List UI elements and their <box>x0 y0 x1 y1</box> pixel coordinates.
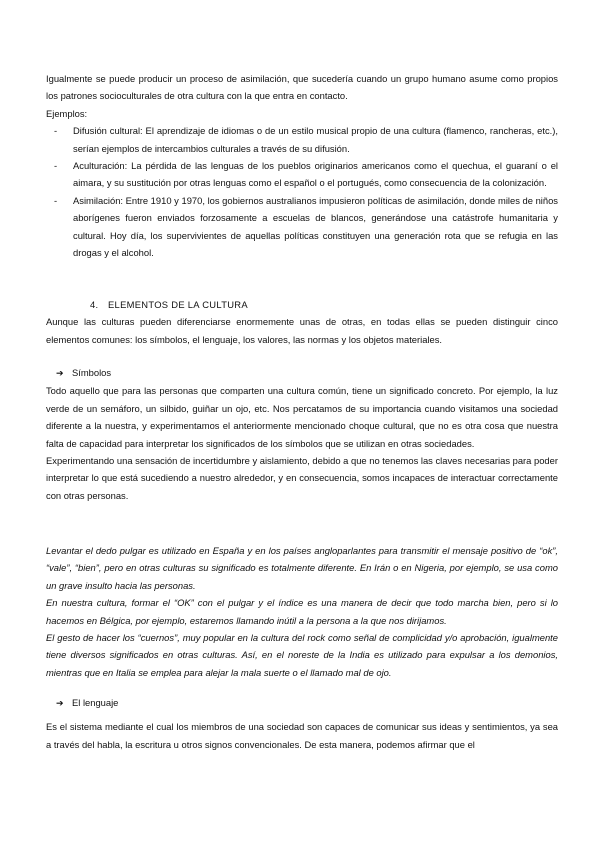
section-paragraph: Aunque las culturas pueden diferenciarse enormemente unas de otras, en todas ellas se pueden distinguir cinco elementos comunes: los símbolos, el lenguaje, los valores, las normas y los objetos materiales. <box>46 316 558 345</box>
simbolos-title: Símbolos <box>72 367 112 378</box>
section-title: ELEMENTOS DE LA CULTURA <box>108 299 248 310</box>
lenguaje-title: El lenguaje <box>72 697 119 708</box>
examples-italic <box>46 542 558 681</box>
italic-example-ok: En nuestra cultura, formar el “OK” con el pulgar y el índice es una manera de decir que todo marcha bien, pero si lo hacemos en Bélgica, por ejemplo, estaremos llamando inútil a la persona a la que nos dirijamos. <box>46 597 558 626</box>
lenguaje-section <box>46 694 558 753</box>
lenguaje-heading <box>46 694 558 712</box>
simbolos-paragraph-1: Todo aquello que para las personas que comparten una cultura común, tiene un significado concreto. Por ejemplo, la luz verde de un semáforo, un silbido, guiñar un ojo, etc. Nos percatamos de su importancia cuando visitamos una sociedad diferente a la nuestra, y experimentamos el anteriormente mencionado choque cultural, que no es otra cosa que nuestra falta de capacidad para interpretar los significados de los símbolos que se utilizan en otras sociedades. <box>46 385 558 449</box>
list-item <box>46 192 558 262</box>
lenguaje-paragraph: Es el sistema mediante el cual los miembros de una sociedad son capaces de comunicar sus ideas y sentimientos, ya sea a través del habla, la escritura u otros signos convencionales. De esta manera, podemos afirmar que el <box>46 721 558 750</box>
section-elementos <box>46 296 558 348</box>
simbolos-heading <box>46 364 558 382</box>
dash-marker: - <box>54 125 58 137</box>
examples-label: Ejemplos: <box>46 107 88 119</box>
example-aculturacion: Aculturación: La pérdida de las lenguas de los pueblos originarios americanos como el quechua, el guaraní o el aimara, y su sustitución por otras lenguas como el español o el portugués, como consecuencia de la colonización. <box>73 160 558 189</box>
italic-example-cuernos: El gesto de hacer los “cuernos”, muy popular en la cultura del rock como señal de complicidad y/o aprobación, igualmente tiene diversos significados en otras culturas. Así, en el noreste de la India es utilizado para expulsar a los demonios, mientras que en Italia se emplea para alejar la mala suerte o el llamado mal de ojo. <box>46 632 558 678</box>
dash-marker: - <box>54 160 58 172</box>
example-asimilacion: Asimilación: Entre 1910 y 1970, los gobiernos australianos impusieron políticas de asimilación, donde miles de niños aborígenes fueron enviados forzosamente a escuelas de blancos, generándose una catástrofe humanitaria y cultural. Hoy día, los supervivientes de aquellas políticas constituyen una generación rota que se refugia en las drogas y el alcohol. <box>73 194 558 259</box>
list-item <box>46 122 558 157</box>
section-number: 4. <box>90 299 99 310</box>
section-heading <box>46 296 558 313</box>
intro-section <box>46 70 558 261</box>
list-item <box>46 157 558 192</box>
arrow-icon: ➔ <box>56 368 64 378</box>
examples-list <box>46 122 558 261</box>
dash-marker: - <box>54 194 58 206</box>
italic-example-pulgar: Levantar el dedo pulgar es utilizado en España y en los países angloparlantes para transmitir el mensaje positivo de “ok”, “vale”, “bien”, pero en otras culturas su significado es totalmente diferente. En Irán o en Nigeria, por ejemplo, se usa como un grave insulto hacia las personas. <box>46 545 558 591</box>
simbolos-paragraph-2: Experimentando una sensación de incertidumbre y aislamiento, debido a que no tenemos las claves necesarias para poder interpretar lo que está sucediendo a nuestro alrededor, y en consecuencia, somos incapaces de interactuar correctamente con otras personas. <box>46 455 558 501</box>
simbolos-section <box>46 364 558 504</box>
arrow-icon: ➔ <box>56 698 64 708</box>
example-difusion: Difusión cultural: El aprendizaje de idiomas o de un estilo musical propio de una cultura (flamenco, rancheras, etc.), serían ejemplos de intercambios culturales a través de su difusión. <box>73 125 558 154</box>
intro-paragraph: Igualmente se puede producir un proceso de asimilación, que sucedería cuando un grupo humano asume como propios los patrones socioculturales de otra cultura con la que entra en contacto. <box>46 73 558 102</box>
